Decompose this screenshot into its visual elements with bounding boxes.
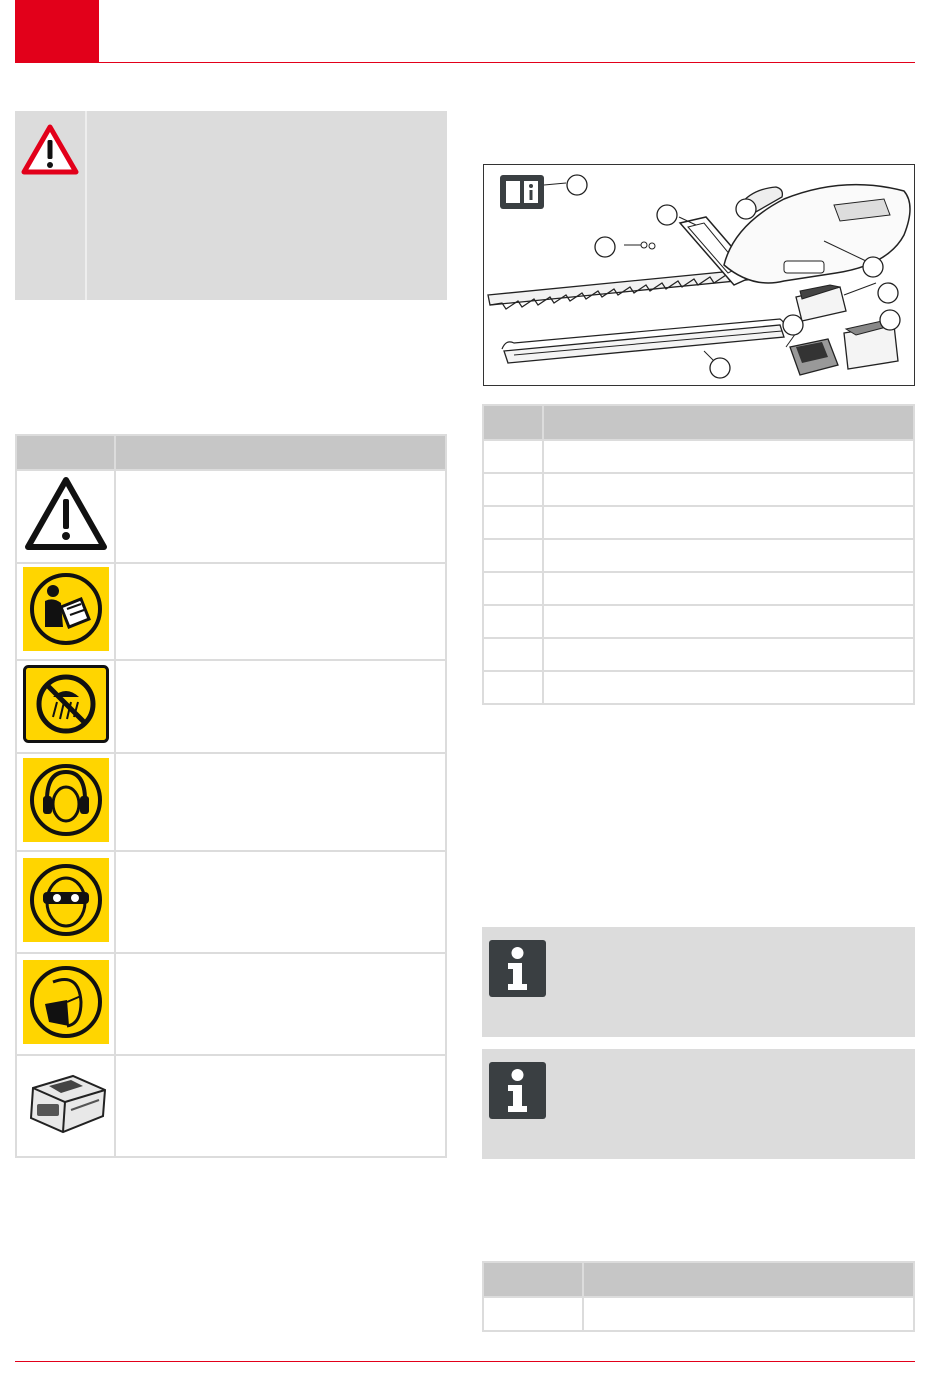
item-number <box>483 605 543 638</box>
table-row <box>16 1055 446 1157</box>
parts-figure <box>483 164 915 386</box>
table-row <box>16 953 446 1055</box>
meaning-column-header <box>115 435 446 470</box>
item-name <box>543 539 914 572</box>
symbol-column-header <box>16 435 115 470</box>
item-name <box>543 473 914 506</box>
parts-table-header <box>483 405 914 440</box>
symbol-description <box>115 1055 446 1157</box>
header-rule <box>15 62 915 63</box>
item-name <box>543 671 914 704</box>
eye-protection-icon <box>23 858 109 942</box>
table-row <box>483 539 914 572</box>
item-name <box>543 506 914 539</box>
tech-table-header <box>483 1262 914 1297</box>
item-number <box>483 671 543 704</box>
warning-box <box>15 111 447 300</box>
symbol-cell <box>16 1055 115 1157</box>
item-name <box>543 638 914 671</box>
item-number <box>483 506 543 539</box>
callout-marker <box>657 205 677 225</box>
tech-header-1 <box>483 1262 583 1297</box>
callout-marker <box>710 358 730 378</box>
symbol-description <box>115 563 446 660</box>
parts-table <box>482 404 915 705</box>
footer-rule <box>15 1361 915 1362</box>
item-name <box>543 572 914 605</box>
symbol-description <box>115 753 446 851</box>
symbol-cell <box>16 851 115 953</box>
item-number <box>483 473 543 506</box>
table-row <box>16 470 446 563</box>
symbol-cell <box>16 753 115 851</box>
tech-cell <box>483 1297 583 1331</box>
callout-marker <box>863 257 883 277</box>
table-row <box>483 638 914 671</box>
no-rain-icon <box>23 665 109 743</box>
hedge-trimmer-parts-illustration <box>484 165 914 385</box>
warning-icon-cell <box>15 111 87 300</box>
symbol-cell <box>16 470 115 563</box>
callout-marker <box>595 237 615 257</box>
callout-marker <box>878 283 898 303</box>
table-row <box>483 605 914 638</box>
symbol-cell <box>16 660 115 753</box>
manual-info-icon <box>500 175 544 209</box>
symbol-description <box>115 851 446 953</box>
item-number <box>483 638 543 671</box>
table-row <box>483 473 914 506</box>
item-number-header <box>483 405 543 440</box>
charger-illustration <box>786 333 838 375</box>
technical-data-table <box>482 1261 915 1332</box>
symbol-description <box>115 660 446 753</box>
header-red-tab <box>15 0 99 62</box>
callout-marker <box>783 315 803 335</box>
symbol-cell <box>16 953 115 1055</box>
warning-triangle-icon <box>23 475 109 553</box>
table-row <box>16 563 446 660</box>
info-box <box>482 1049 915 1159</box>
table-row <box>483 440 914 473</box>
ear-protection-icon <box>23 758 109 842</box>
info-box <box>482 927 915 1037</box>
tech-header-2 <box>583 1262 914 1297</box>
symbol-cell <box>16 563 115 660</box>
battery-small-illustration <box>796 283 876 321</box>
table-row <box>16 660 446 753</box>
table-row <box>483 572 914 605</box>
callout-marker <box>567 175 587 195</box>
item-number <box>483 572 543 605</box>
table-row <box>483 671 914 704</box>
symbol-table-header <box>16 435 446 470</box>
tech-cell <box>583 1297 914 1331</box>
symbol-table <box>15 434 447 1158</box>
callout-marker <box>880 310 900 330</box>
table-row <box>483 506 914 539</box>
info-icon <box>489 940 546 997</box>
symbol-description <box>115 470 446 563</box>
read-manual-icon <box>23 567 109 651</box>
table-row <box>16 851 446 953</box>
item-name <box>543 440 914 473</box>
item-name-header <box>543 405 914 440</box>
table-row <box>16 753 446 851</box>
dust-mask-icon <box>23 960 109 1044</box>
symbol-description <box>115 953 446 1055</box>
item-name <box>543 605 914 638</box>
item-number <box>483 440 543 473</box>
battery-pack-icon <box>21 1066 111 1142</box>
info-icon <box>489 1062 546 1119</box>
item-number <box>483 539 543 572</box>
warning-triangle-icon <box>20 123 80 177</box>
table-row <box>483 1297 914 1331</box>
